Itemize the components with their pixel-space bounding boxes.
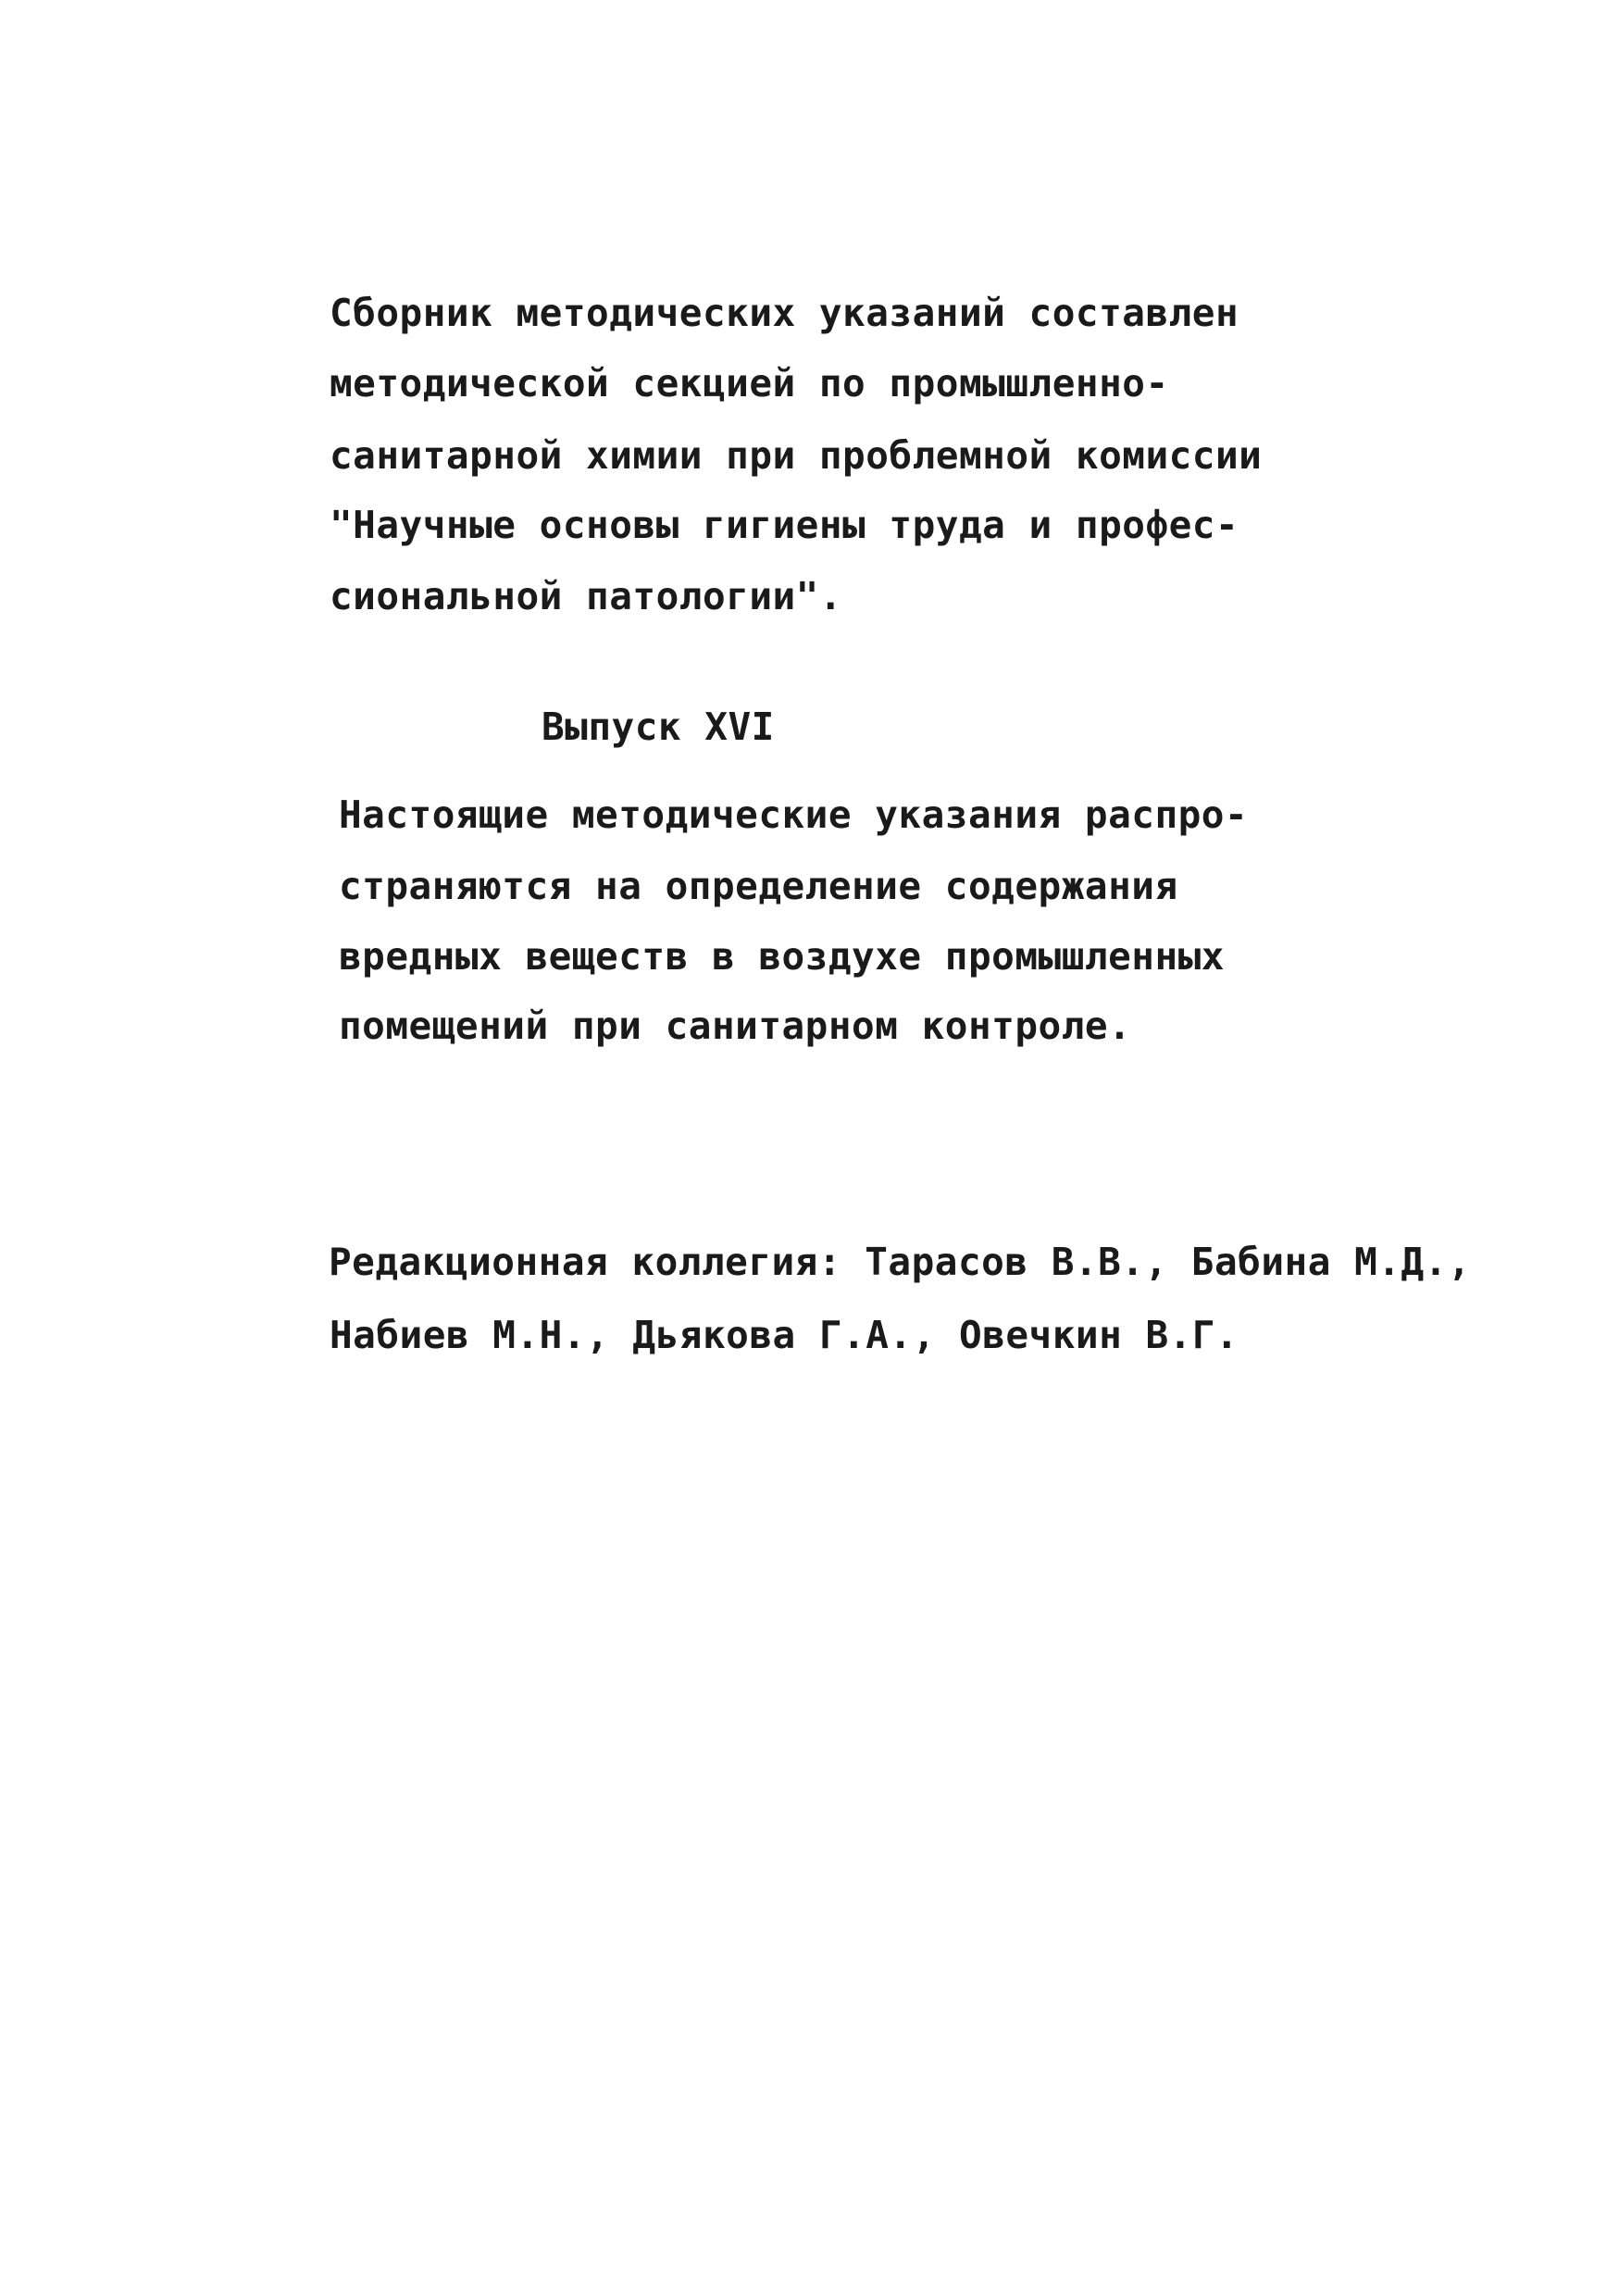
compilation-note-line: "Научные основы гигиены труда и профес- xyxy=(330,503,1239,547)
compilation-note-line: методической секцией по промышленно- xyxy=(330,361,1169,406)
compilation-note-line: сиональной патологии". xyxy=(330,574,843,618)
scope-note-line: страняются на определение содержания xyxy=(339,864,1178,908)
compilation-note-line: Сборник методических указаний составлен xyxy=(330,291,1239,335)
scope-note-line: вредных веществ в воздухе промышленных xyxy=(339,934,1225,979)
scope-note-line: Настоящие методические указания распро- xyxy=(339,792,1249,837)
issue-number: Выпуск XVI xyxy=(542,705,775,749)
compilation-note-line: санитарной химии при проблемной комиссии xyxy=(330,433,1263,478)
editorial-board-line: Редакционная коллегия: Тарасов В.В., Бабина М.Д., xyxy=(329,1240,1472,1284)
scope-note-line: помещений при санитарном контроле. xyxy=(339,1004,1132,1048)
editorial-board-line: Набиев М.Н., Дьякова Г.А., Овечкин В.Г. xyxy=(330,1313,1239,1357)
